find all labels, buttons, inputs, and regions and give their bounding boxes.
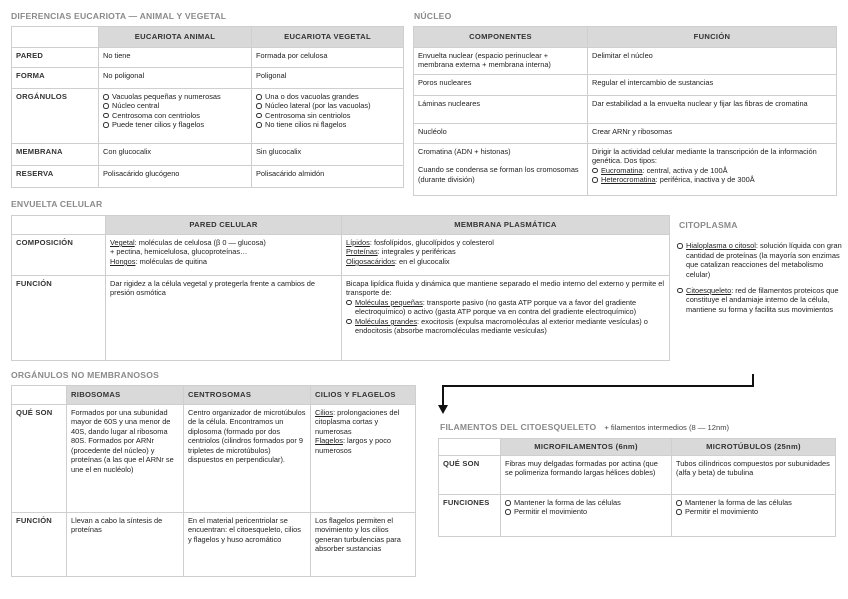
cell-vegetal: Sin glucocalix bbox=[252, 144, 404, 166]
term: Eucromatina bbox=[601, 165, 643, 175]
term: Citoesqueleto bbox=[686, 285, 732, 295]
connector-line bbox=[442, 385, 444, 407]
list-item: Núcleo lateral (por las vacuolas) bbox=[256, 101, 399, 110]
citoplasma-title: CITOPLASMA bbox=[679, 220, 738, 230]
line bbox=[346, 257, 665, 266]
table-row bbox=[414, 48, 837, 75]
row-label: RESERVA bbox=[12, 166, 99, 188]
row-label: PARED bbox=[12, 48, 99, 68]
cromosomas-text: Cuando se condensa se forman los cromosomas (durante división) bbox=[418, 165, 579, 184]
cell-ribosomas: Formados por una subunidad mayor de 60S y una menor de 40S, dando lugar al ribosoma 80S. Formados por ARNr (procedente del núcleo) y proteínas (a las que el ARNr se une el en nucléolo) bbox=[67, 405, 184, 513]
term-desc: : largos y poco numerosos bbox=[315, 436, 392, 455]
filamentos-title bbox=[440, 422, 729, 432]
cell-animal: No tiene bbox=[99, 48, 252, 68]
table-row bbox=[12, 68, 404, 89]
list-item bbox=[592, 166, 832, 175]
line bbox=[346, 247, 665, 256]
header-funcion: FUNCIÓN bbox=[588, 27, 837, 48]
cromatina-funcion: Dirigir la actividad celular mediante la transcripción de la información genética. Dos tipos: bbox=[592, 147, 817, 166]
term-desc: : en el glucocalix bbox=[394, 256, 450, 266]
table-row bbox=[12, 89, 404, 144]
header-corner bbox=[12, 27, 99, 48]
term: Proteínas bbox=[346, 247, 378, 257]
cell-microfilamentos bbox=[501, 495, 672, 537]
header-cilios: CILIOS Y FLAGELOS bbox=[311, 386, 416, 405]
header-corner bbox=[12, 216, 106, 235]
arrow-down-icon bbox=[437, 405, 449, 415]
cell-funcion: Crear ARNr y ribosomas bbox=[588, 124, 837, 144]
cell-membrana bbox=[342, 235, 670, 276]
cell-pared: Dar rigidez a la célula vegetal y protegerla frente a cambios de presión osmótica bbox=[106, 276, 342, 361]
cell-vegetal: Polisacárido almidón bbox=[252, 166, 404, 188]
header-microtubulos: MICROTÚBULOS (25nm) bbox=[672, 439, 836, 456]
term-desc: : fosfolípidos, glucolípidos y colesterol bbox=[369, 238, 494, 247]
list-item: Vacuolas pequeñas y numerosas bbox=[103, 92, 247, 101]
cell-vegetal: Poligonal bbox=[252, 68, 404, 89]
cell-componente: Envuelta nuclear (espacio perinuclear + membrana externa + membrana interna) bbox=[414, 48, 588, 75]
cell-animal: Con glucocalix bbox=[99, 144, 252, 166]
list-item bbox=[346, 317, 665, 336]
term: Moléculas pequeñas bbox=[355, 297, 423, 307]
term-desc: : exocitosis (expulsa macromoléculas al exterior mediante vesículas) o endocitosis (absorbe macromoléculas mediante vesículas) bbox=[355, 316, 648, 336]
line bbox=[346, 238, 665, 247]
list-item: Permitir el movimiento bbox=[505, 507, 667, 516]
list-item: Núcleo central bbox=[103, 101, 247, 110]
row-label: FUNCIÓN bbox=[12, 513, 67, 577]
header-corner bbox=[12, 386, 67, 405]
table-row bbox=[12, 405, 416, 513]
term-desc: : transporte pasivo (no gasta ATP porque va a favor del gradiente electroquímico) o activo (gasta ATP porque va en contra del gradiente electroquímico) bbox=[355, 297, 637, 317]
term-desc: : integrales y periféricas bbox=[377, 247, 456, 257]
table-row bbox=[439, 495, 836, 537]
header-vegetal: EUCARIOTA VEGETAL bbox=[252, 27, 404, 48]
cell-centrosomas: Centro organizador de microtúbulos de la célula. Encontramos un diplosoma (formado por dos centriolos (cilindros formados por 9 tripletes de microtúbulos) dispuestos en perpendicular). bbox=[184, 405, 311, 513]
cell-funcion: Regular el intercambio de sustancias bbox=[588, 75, 837, 96]
filamentos-title-text: FILAMENTOS DEL CITOESQUELETO bbox=[440, 422, 597, 432]
line bbox=[110, 247, 337, 256]
list-item: Permitir el movimiento bbox=[676, 507, 831, 516]
cell-componente: Poros nucleares bbox=[414, 75, 588, 96]
line bbox=[315, 436, 411, 455]
table-row bbox=[414, 96, 837, 124]
membrana-funcion: Bicapa lipídica fluida y dinámica que mantiene separado el medio interno del externo y permite el transporte de: bbox=[346, 279, 664, 298]
table-row bbox=[12, 513, 416, 577]
cell-ribosomas: Llevan a cabo la síntesis de proteínas bbox=[67, 513, 184, 577]
diferencias-table bbox=[11, 26, 404, 188]
header-centrosomas: CENTROSOMAS bbox=[184, 386, 311, 405]
cell-animal bbox=[99, 89, 252, 144]
line bbox=[315, 408, 411, 436]
cell-animal: Polisacárido glucógeno bbox=[99, 166, 252, 188]
term: Lípidos bbox=[346, 238, 370, 247]
cell-funcion: Dar estabilidad a la envuelta nuclear y fijar las fibras de cromatina bbox=[588, 96, 837, 124]
row-label: COMPOSICIÓN bbox=[12, 235, 106, 276]
line bbox=[110, 238, 337, 247]
row-label: QUÉ SON bbox=[12, 405, 67, 513]
list-item: Centrosoma con centriolos bbox=[103, 111, 247, 120]
cell-funcion bbox=[588, 144, 837, 196]
list-item bbox=[677, 286, 847, 315]
cell-cilios bbox=[311, 405, 416, 513]
filamentos-table bbox=[438, 438, 836, 537]
row-label: FORMA bbox=[12, 68, 99, 89]
header-componentes: COMPONENTES bbox=[414, 27, 588, 48]
cell-componente: Nucléolo bbox=[414, 124, 588, 144]
term-desc: : moléculas de celulosa (β 0 — glucosa) bbox=[134, 238, 266, 247]
term-desc: : prolongaciones del citoplasma cortas y numerosas bbox=[315, 408, 400, 436]
nucleo-title: NÚCLEO bbox=[414, 11, 452, 21]
header-corner bbox=[439, 439, 501, 456]
cell-microtubulos: Tubos cilíndricos compuestos por subunidades (alfa y beta) de tubulina bbox=[672, 456, 836, 495]
term: Cilios bbox=[315, 408, 334, 417]
cell-pared bbox=[106, 235, 342, 276]
cell-microfilamentos: Fibras muy delgadas formadas por actina (que se polimeriza formando largas hélices dobles) bbox=[501, 456, 672, 495]
term: Hongos bbox=[110, 256, 136, 266]
term: Oligosacáridos bbox=[346, 256, 395, 266]
cell-componente: Láminas nucleares bbox=[414, 96, 588, 124]
citoplasma-list bbox=[677, 241, 847, 320]
row-label: MEMBRANA bbox=[12, 144, 99, 166]
cromatina-text: Cromatina (ADN + histonas) bbox=[418, 147, 511, 156]
table-row bbox=[12, 235, 670, 276]
header-membrana: MEMBRANA PLASMÁTICA bbox=[342, 216, 670, 235]
cell-componente bbox=[414, 144, 588, 196]
cell-microtubulos bbox=[672, 495, 836, 537]
diferencias-title: DIFERENCIAS EUCARIOTA — ANIMAL Y VEGETAL bbox=[11, 11, 227, 21]
table-row bbox=[12, 276, 670, 361]
term: Moléculas grandes bbox=[355, 316, 418, 326]
nucleo-table bbox=[413, 26, 837, 196]
table-row bbox=[414, 75, 837, 96]
table-row bbox=[12, 48, 404, 68]
row-label: FUNCIÓN bbox=[12, 276, 106, 361]
list-item: Una o dos vacuolas grandes bbox=[256, 92, 399, 101]
term-desc: : solución líquida con gran cantidad de proteínas (la mayoría son enzimas que catalizan reacciones del metabolismo celular) bbox=[686, 241, 842, 279]
term: Vegetal bbox=[110, 238, 135, 247]
table-row bbox=[12, 144, 404, 166]
list-item: Mantener la forma de las células bbox=[676, 498, 831, 507]
table-row bbox=[414, 144, 837, 196]
table-row bbox=[12, 166, 404, 188]
cell-funcion: Delimitar el núcleo bbox=[588, 48, 837, 75]
list-item bbox=[592, 175, 832, 184]
term-desc: : periférica, inactiva y de 300Å bbox=[655, 175, 755, 185]
header-microfilamentos: MICROFILAMENTOS (6nm) bbox=[501, 439, 672, 456]
term: Heterocromatina bbox=[601, 175, 656, 185]
table-row bbox=[439, 456, 836, 495]
organulos-title: ORGÁNULOS NO MEMBRANOSOS bbox=[11, 370, 160, 380]
connector-line bbox=[442, 385, 754, 387]
cell-vegetal bbox=[252, 89, 404, 144]
list-item: Centrosoma sin centriolos bbox=[256, 111, 399, 120]
cell-cilios: Los flagelos permiten el movimiento y los cilios generan turbulencias para absorber sustancias bbox=[311, 513, 416, 577]
header-pared: PARED CELULAR bbox=[106, 216, 342, 235]
list-item: Puede tener cilios y flagelos bbox=[103, 120, 247, 129]
cell-membrana bbox=[342, 276, 670, 361]
cell-vegetal: Formada por celulosa bbox=[252, 48, 404, 68]
list-item: No tiene cilios ni flagelos bbox=[256, 120, 399, 129]
row-label: FUNCIONES bbox=[439, 495, 501, 537]
envuelta-table bbox=[11, 215, 670, 361]
table-row bbox=[414, 124, 837, 144]
envuelta-title: ENVUELTA CELULAR bbox=[11, 199, 103, 209]
cell-centrosomas: En el material pericentriolar se encuentran: el citoesqueleto, cilios y flagelos y huso acromático bbox=[184, 513, 311, 577]
row-label: ORGÁNULOS bbox=[12, 89, 99, 144]
term-desc: : red de filamentos proteicos que constituye el andamiaje interno de la célula, mantiene su forma y facilita sus movimientos bbox=[686, 285, 839, 314]
line bbox=[110, 257, 337, 266]
organulos-table bbox=[11, 385, 416, 577]
term-desc: : central, activa y de 100Å bbox=[642, 165, 728, 175]
term-desc: : moléculas de quitina bbox=[135, 256, 207, 266]
row-label: QUÉ SON bbox=[439, 456, 501, 495]
header-ribosomas: RIBOSOMAS bbox=[67, 386, 184, 405]
list-item bbox=[677, 241, 847, 280]
term: Flagelos bbox=[315, 436, 343, 446]
filamentos-subtitle: + filamentos intermedios (8 — 12nm) bbox=[604, 423, 730, 432]
term: Hialoplasma o citosol bbox=[686, 241, 756, 250]
term-desc: + pectina, hemicelulosa, glucoproteínas… bbox=[110, 247, 248, 257]
list-item: Mantener la forma de las células bbox=[505, 498, 667, 507]
list-item bbox=[346, 298, 665, 317]
header-animal: EUCARIOTA ANIMAL bbox=[99, 27, 252, 48]
cell-animal: No poligonal bbox=[99, 68, 252, 89]
